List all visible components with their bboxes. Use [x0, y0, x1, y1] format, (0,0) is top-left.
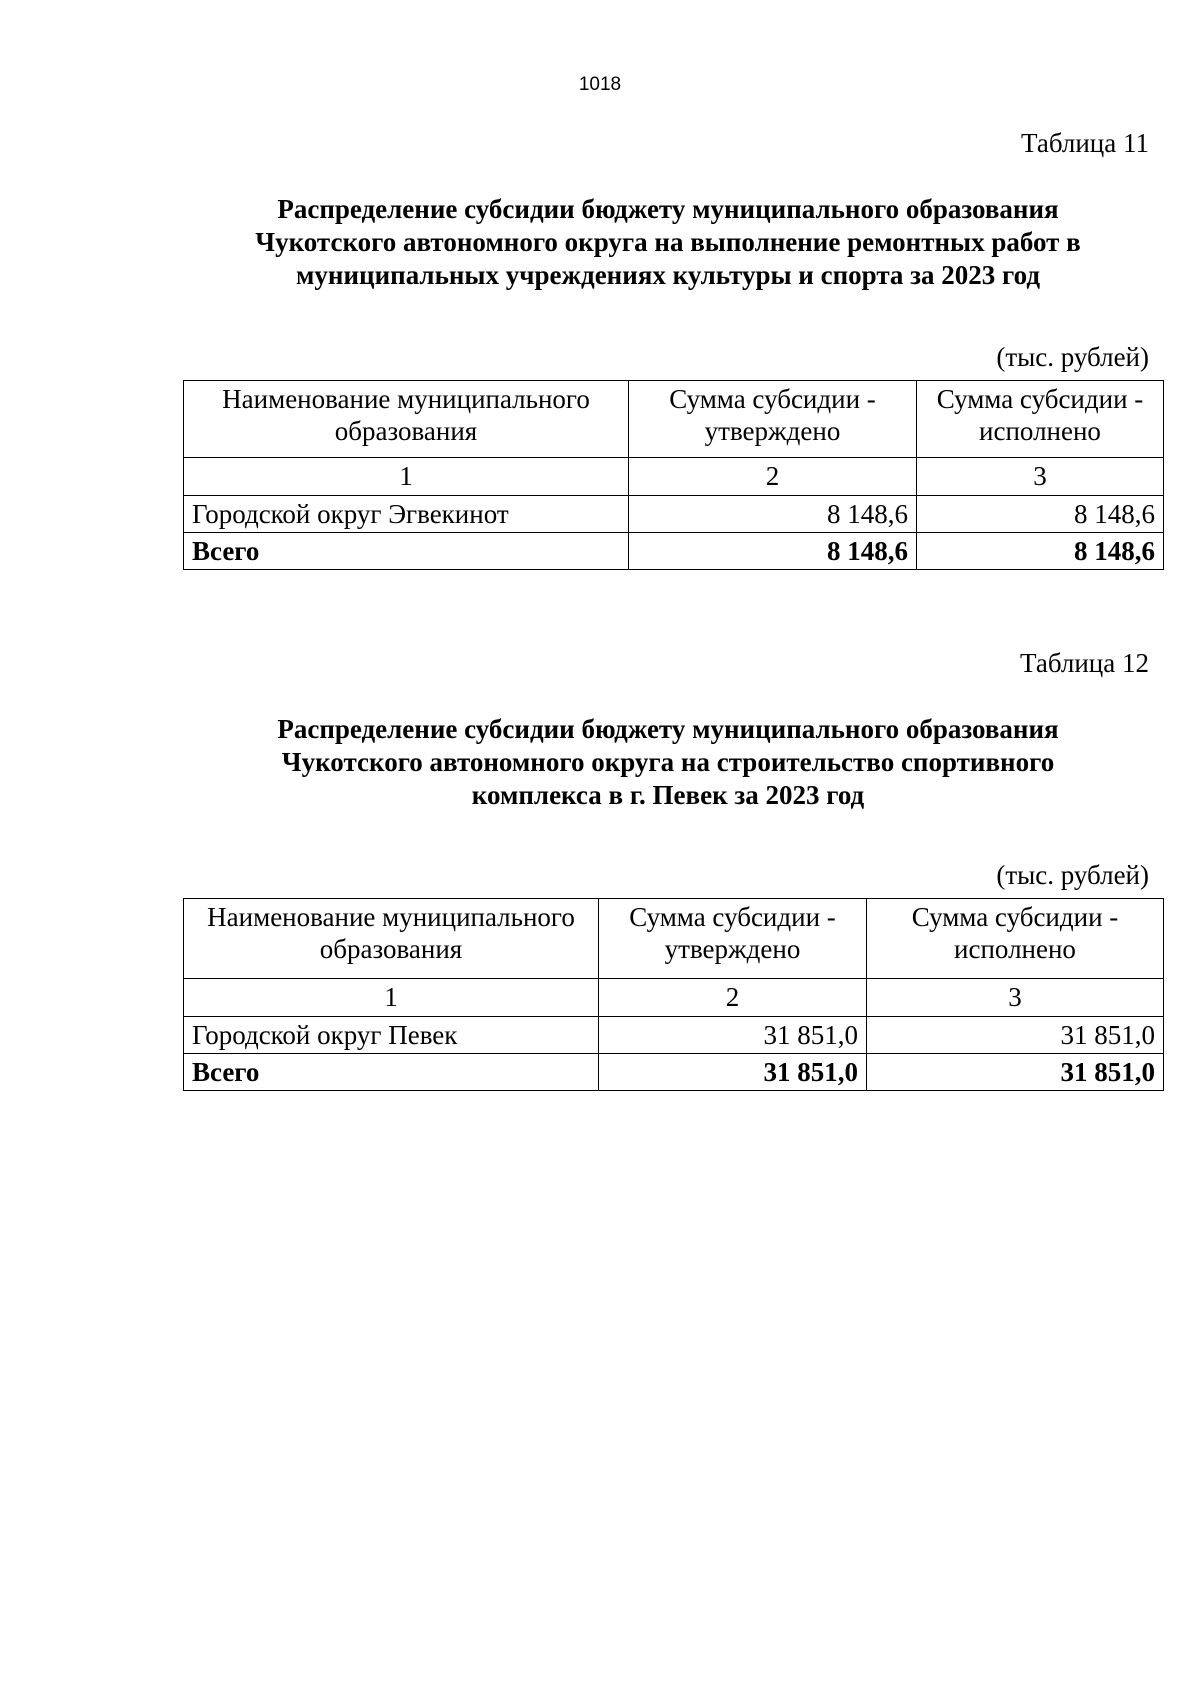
- index-cell: 2: [599, 979, 867, 1017]
- index-row: [184, 979, 1164, 1017]
- table-row: [184, 496, 1164, 533]
- approved-cell: 8 148,6: [629, 496, 917, 533]
- table-label: Таблица 12: [1020, 648, 1149, 678]
- header-row: [184, 381, 1164, 458]
- index-cell: 3: [867, 979, 1164, 1017]
- total-approved-cell: 8 148,6: [629, 533, 917, 570]
- page-number: 1018: [578, 74, 622, 95]
- total-executed-cell: 8 148,6: [917, 533, 1164, 570]
- total-label-cell: Всего: [184, 1054, 599, 1091]
- index-row: [184, 458, 1164, 496]
- table-11-section: [183, 128, 1163, 570]
- header-cell: Сумма субсидии - исполнено: [867, 899, 1164, 979]
- executed-cell: 8 148,6: [917, 496, 1164, 533]
- header-cell: Наименование муниципального образования: [184, 899, 599, 979]
- table-label: Таблица 11: [1021, 128, 1149, 158]
- table-row: [184, 1017, 1164, 1054]
- title-line: Чукотского автономного округа на строительство спортивного: [281, 747, 1055, 777]
- title-line: комплекса в г. Певек за 2023 год: [471, 780, 865, 810]
- title-line: муниципальных учреждениях культуры и спорта за 2023 год: [296, 260, 1040, 290]
- approved-cell: 31 851,0: [599, 1017, 867, 1054]
- executed-cell: 31 851,0: [867, 1017, 1164, 1054]
- total-executed-cell: 31 851,0: [867, 1054, 1164, 1091]
- index-cell: 3: [917, 458, 1164, 496]
- total-approved-cell: 31 851,0: [599, 1054, 867, 1091]
- municipality-cell: Городской округ Эгвекинот: [184, 496, 629, 533]
- units-label: (тыс. рублей): [996, 860, 1149, 890]
- subsidy-table: [183, 380, 1164, 570]
- header-cell: Сумма субсидии - исполнено: [917, 381, 1164, 458]
- title-line: Чукотского автономного округа на выполнение ремонтных работ в: [255, 227, 1081, 257]
- total-row: [184, 533, 1164, 570]
- municipality-cell: Городской округ Певек: [184, 1017, 599, 1054]
- index-cell: 2: [629, 458, 917, 496]
- index-cell: 1: [184, 979, 599, 1017]
- header-cell: Сумма субсидии - утверждено: [629, 381, 917, 458]
- header-cell: Сумма субсидии - утверждено: [599, 899, 867, 979]
- total-label-cell: Всего: [184, 533, 629, 570]
- table-title: [183, 193, 1163, 292]
- subsidy-table: [183, 898, 1164, 1091]
- title-line: Распределение субсидии бюджету муниципального образования: [277, 714, 1059, 744]
- header-cell: Наименование муниципального образования: [184, 381, 629, 458]
- index-cell: 1: [184, 458, 629, 496]
- table-12-section: [183, 648, 1163, 1091]
- units-label: (тыс. рублей): [996, 342, 1149, 372]
- header-row: [184, 899, 1164, 979]
- table-title: [183, 713, 1163, 812]
- title-line: Распределение субсидии бюджету муниципального образования: [277, 194, 1059, 224]
- total-row: [184, 1054, 1164, 1091]
